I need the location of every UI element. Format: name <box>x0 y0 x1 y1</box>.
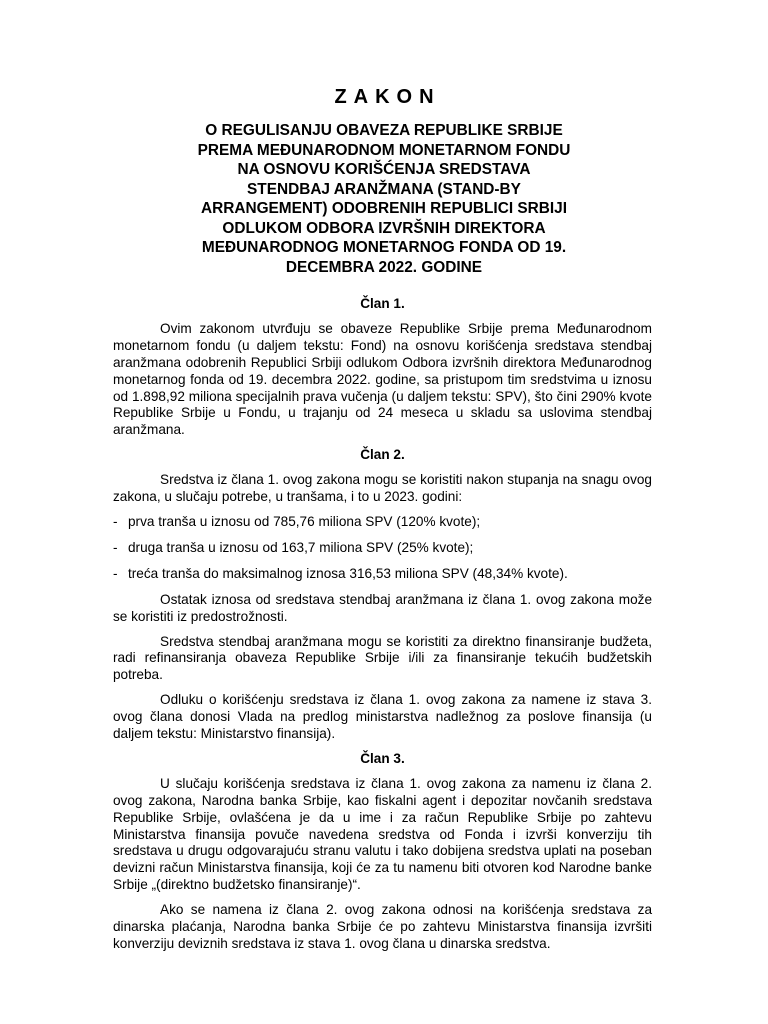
article-paragraph: Odluku o korišćenju sredstava iz člana 1. ovog zakona za namene iz stava 3. ovog člana donosi Vlada na predlog ministarstva nadležnog za poslove finansija (u daljem tekstu: Ministarstvo finansija). <box>113 692 652 742</box>
article-paragraph: Ostatak iznosa od sredstava stendbaj aranžmana iz člana 1. ovog zakona može se koristiti iz predostrožnosti. <box>113 591 652 624</box>
document-subtitle <box>150 121 618 277</box>
document-heading: ZAKON <box>334 86 441 108</box>
subtitle-line: NA OSNOVU KORIŠĆENJA SREDSTAVA <box>237 161 531 178</box>
subtitle-line: DECEMBRA 2022. GODINE <box>285 258 483 276</box>
tranche-list <box>113 514 652 583</box>
list-item <box>113 514 652 531</box>
article-paragraph: Ovim zakonom utvrđuju se obaveze Republike Srbije prema Međunarodnom monetarnom fondu (u daljem tekstu: Fond) na osnovu korišćenja sredstava stendbaj aranžmana odobrenih Republici Srbiji odlukom Odbora izvršnih direktora Međunarodnog monetarnog fonda od 19. decembra 2022. godine, sa pristupom tim sredstvima u iznosu od 1.898,92 miliona specijalnih prava vučenja (u daljem tekstu: SPV), što čini 290% kvote Republike Srbije u Fondu, u trajanju od 24 meseca u skladu sa uslovima stendbaj aranžmana. <box>113 320 652 438</box>
list-item-text: treća tranša do maksimalnog iznosa 316,53 miliona SPV (48,34% kvote). <box>128 565 568 581</box>
subtitle-line: ODLUKOM ODBORA IZVRŠNIH DIREKTORA <box>222 219 546 237</box>
article-title: Član 1. <box>360 296 405 311</box>
article-title: Član 2. <box>360 447 405 463</box>
list-item <box>113 540 652 557</box>
article-paragraph: Sredstva iz člana 1. ovog zakona mogu se koristiti nakon stupanja na snagu ovog zakona, u slučaju potrebe, u tranšama, i to u 2023. godini: <box>113 472 652 505</box>
list-item-text: prva tranša u iznosu od 785,76 miliona SPV (120% kvote); <box>128 513 481 529</box>
subtitle-line: STENDBAJ ARANŽMANA (STAND-BY <box>247 180 521 198</box>
article-3 <box>113 751 652 953</box>
article-1 <box>113 296 652 439</box>
subtitle-line: ARRANGEMENT) ODOBRENIH REPUBLICI SRBIJI <box>201 200 567 217</box>
article-paragraph: Ako se namena iz člana 2. ovog zakona odnosi na korišćenja sredstava za dinarska plaćanja, Narodna banka Srbije će po zahtevu Ministarstva finansija izvršiti konverziju deviznih sredstava iz stava 1. ovog člana u dinarska sredstva. <box>113 902 652 951</box>
list-item-text: druga tranša u iznosu od 163,7 miliona SPV (25% kvote); <box>128 539 474 555</box>
bullet-marker: - <box>113 539 118 555</box>
bullet-marker: - <box>113 513 118 529</box>
list-item <box>113 566 652 583</box>
subtitle-line: O REGULISANJU OBAVEZA REPUBLIKE SRBIJE <box>205 122 563 139</box>
subtitle-line: MEĐUNARODNOG MONETARNOG FONDA OD 19. <box>201 239 567 256</box>
article-title: Član 3. <box>360 750 405 766</box>
subtitle-line: PREMA MEĐUNARODNOM MONETARNOM FONDU <box>197 141 571 159</box>
bullet-marker: - <box>113 565 118 581</box>
document-body <box>113 296 652 961</box>
article-paragraph: Sredstva stendbaj aranžmana mogu se koristiti za direktno finansiranje budžeta, radi refinansiranja obaveza Republike Srbije i/ili za finansiranje tekućih budžetskih potreba. <box>113 633 652 683</box>
article-2 <box>113 447 652 743</box>
article-paragraph: U slučaju korišćenja sredstava iz člana 1. ovog zakona za namenu iz člana 2. ovog zakona, Narodna banka Srbije, kao fiskalni agent i depozitar novčanih sredstava Republike Srbije, ovlašćena je da u ime i za račun Republike Srbije po zahtevu Ministarstva finansija povuče navedena sredstva od Fonda i izvrši konverziju tih sredstava u drugu odgovarajuću stranu valutu i tako dobijena sredstva uplati na poseban devizni račun Ministarstva finansija, koji će za tu namenu biti otvoren kod Narodne banke Srbije „(direktno budžetsko finansiranje)“. <box>113 775 652 893</box>
